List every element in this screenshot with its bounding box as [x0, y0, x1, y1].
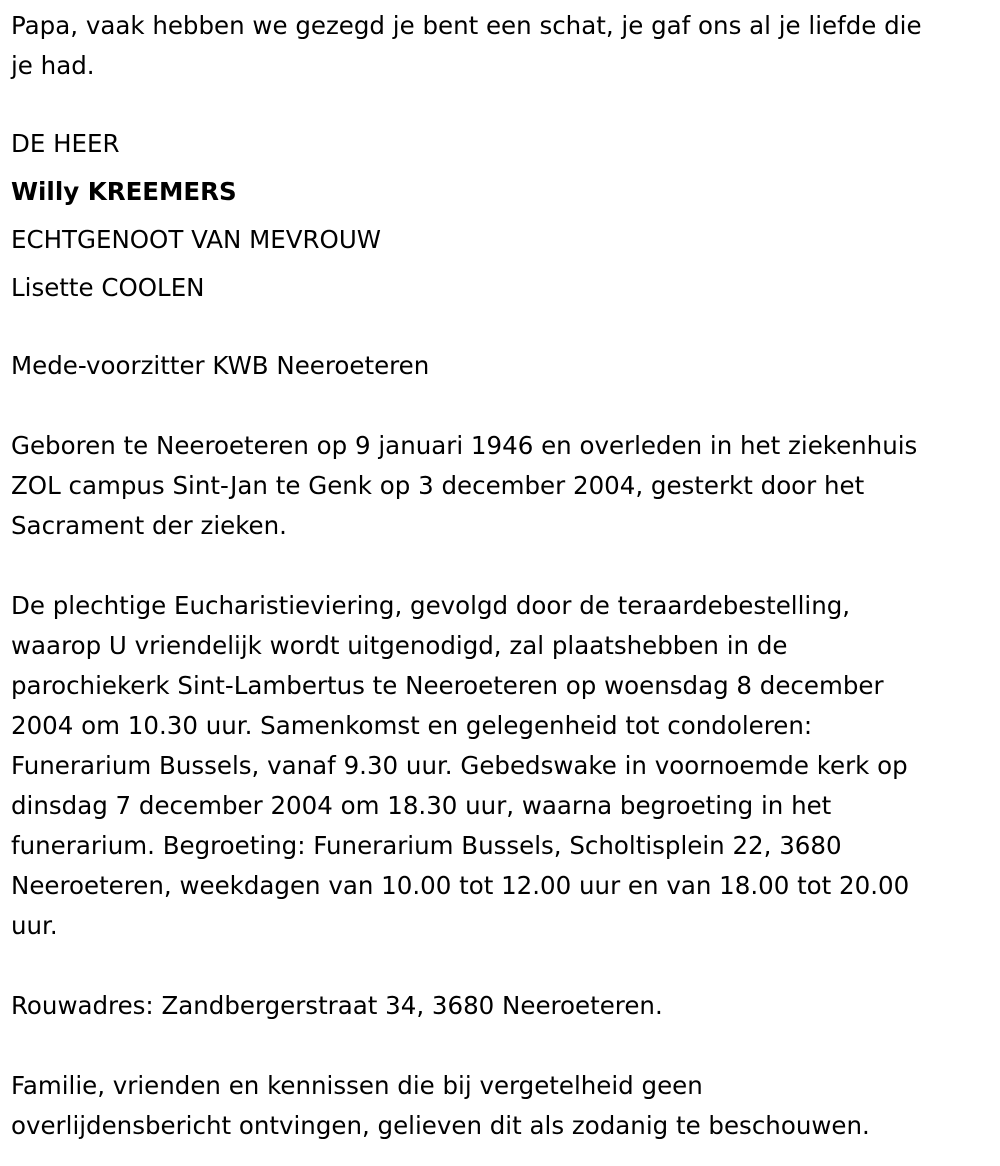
paragraph-line: ZOL campus Sint-Jan te Genk op 3 december 2004, gesterkt door het — [11, 471, 865, 500]
spouse-label: ECHTGENOOT VAN MEVROUW — [11, 225, 382, 254]
paragraph-line: parochiekerk Sint-Lambertus te Neeroeteren op woensdag 8 december — [11, 671, 884, 700]
spacer — [11, 1026, 995, 1066]
spacer — [11, 386, 995, 426]
paragraph-line: dinsdag 7 december 2004 om 18.30 uur, waarna begroeting in het — [11, 791, 832, 820]
mourning-address: Rouwadres: Zandbergerstraat 34, 3680 Neeroeteren. — [11, 991, 663, 1020]
spacer — [11, 86, 995, 120]
quote-line: Papa, vaak hebben we gezegd je bent een schat, je gaf ons al je liefde die — [11, 11, 922, 40]
ceremony-paragraph — [11, 586, 995, 946]
spacer — [11, 312, 995, 346]
paragraph-line: uur. — [11, 911, 58, 940]
honorific-title: DE HEER — [11, 129, 120, 158]
spacer — [11, 946, 995, 986]
closing-paragraph — [11, 1066, 995, 1146]
opening-quote — [11, 6, 995, 86]
deceased-name: Willy KREEMERS — [11, 177, 237, 206]
spouse-name: Lisette COOLEN — [11, 273, 205, 302]
deceased-block — [11, 120, 995, 312]
birth-death-paragraph — [11, 426, 995, 546]
role-line: Mede-voorzitter KWB Neeroeteren — [11, 351, 430, 380]
paragraph-line: 2004 om 10.30 uur. Samenkomst en gelegenheid tot condoleren: — [11, 711, 813, 740]
spacer — [11, 546, 995, 586]
paragraph-line: Funerarium Bussels, vanaf 9.30 uur. Gebedswake in voornoemde kerk op — [11, 751, 908, 780]
paragraph-line: waarop U vriendelijk wordt uitgenodigd, zal plaatshebben in de — [11, 631, 788, 660]
quote-line: je had. — [11, 51, 95, 80]
paragraph-line: Familie, vrienden en kennissen die bij vergetelheid geen — [11, 1071, 703, 1100]
paragraph-line: Sacrament der zieken. — [11, 511, 287, 540]
paragraph-line: funerarium. Begroeting: Funerarium Bussels, Scholtisplein 22, 3680 — [11, 831, 842, 860]
paragraph-line: De plechtige Eucharistieviering, gevolgd door de teraardebestelling, — [11, 591, 851, 620]
paragraph-line: overlijdensbericht ontvingen, gelieven dit als zodanig te beschouwen. — [11, 1111, 870, 1140]
paragraph-line: Geboren te Neeroeteren op 9 januari 1946 en overleden in het ziekenhuis — [11, 431, 918, 460]
obituary-notice — [11, 6, 995, 1146]
paragraph-line: Neeroeteren, weekdagen van 10.00 tot 12.00 uur en van 18.00 tot 20.00 — [11, 871, 910, 900]
